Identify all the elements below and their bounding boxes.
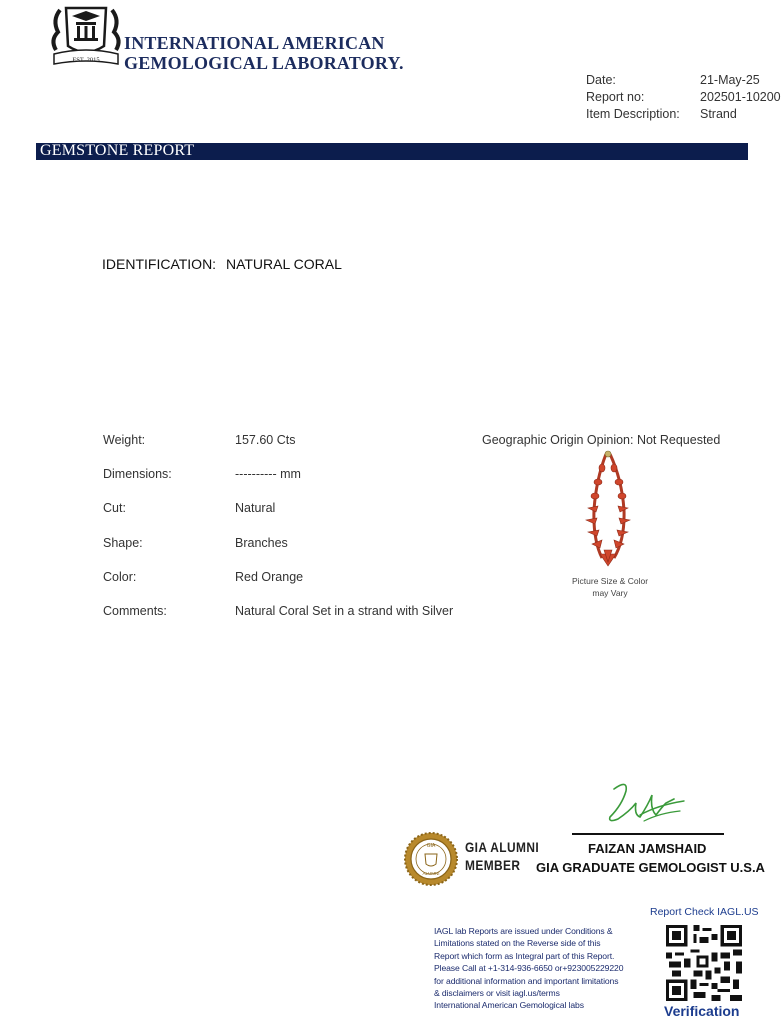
report-title-bar bbox=[36, 143, 748, 160]
disclaimer-line: IAGL lab Reports are issued under Conditions & bbox=[434, 926, 613, 936]
org-name-line-1: INTERNATIONAL AMERICAN bbox=[124, 33, 385, 53]
picture-note-line-1: Picture Size & Color bbox=[571, 576, 649, 586]
identification-label: IDENTIFICATION: bbox=[102, 256, 217, 272]
gia-seal-top-text: GIA bbox=[426, 843, 436, 849]
verification-label: Verification bbox=[664, 1003, 740, 1019]
logo-est-text: EST. 2015 bbox=[72, 56, 100, 64]
signer-name: FAIZAN JAMSHAID bbox=[588, 841, 707, 856]
date-label: Date: bbox=[586, 73, 616, 87]
date-value: 21-May-25 bbox=[700, 73, 760, 87]
item-description-label: Item Description: bbox=[586, 107, 680, 121]
report-title: GEMSTONE REPORT bbox=[40, 142, 195, 159]
color-label: Color: bbox=[103, 570, 137, 584]
report-disclaimer bbox=[434, 925, 656, 1012]
org-name-line-2: GEMOLOGICAL LABORATORY. bbox=[124, 53, 404, 73]
cut-value: Natural bbox=[235, 501, 276, 515]
verification-qr-code[interactable] bbox=[666, 925, 742, 1001]
dimensions-label: Dimensions: bbox=[103, 467, 172, 481]
weight-label: Weight: bbox=[103, 433, 146, 447]
signature-line bbox=[572, 833, 724, 835]
gia-member-label: MEMBER bbox=[465, 857, 521, 873]
disclaimer-line: Limitations stated on the Reverse side of this bbox=[434, 938, 601, 949]
signer-title: GIA GRADUATE GEMOLOGIST U.S.A bbox=[536, 860, 765, 875]
comments-label: Comments: bbox=[103, 604, 167, 618]
comments-value: Natural Coral Set in a strand with Silver bbox=[235, 604, 454, 618]
item-description-value: Strand bbox=[700, 107, 737, 121]
picture-note-line-2: may Vary bbox=[592, 588, 628, 598]
coral-strand-photo bbox=[580, 450, 636, 570]
gia-alumni-label: GIA ALUMNI bbox=[465, 839, 540, 855]
geographic-origin-opinion: Geographic Origin Opinion: Not Requested bbox=[482, 433, 721, 447]
gia-seal-bottom-text: ALUMNI bbox=[422, 871, 440, 876]
identification bbox=[102, 256, 348, 272]
lab-logo-emblem bbox=[46, 2, 126, 70]
weight-value: 157.60 Cts bbox=[235, 433, 296, 447]
disclaimer-line: Report which form as Integral part of this Report. bbox=[434, 950, 615, 961]
identification-value: NATURAL CORAL bbox=[225, 256, 342, 272]
disclaimer-line: & disclaimers or visit iagl.us/terms bbox=[434, 988, 560, 999]
color-value: Red Orange bbox=[235, 570, 304, 584]
handwritten-signature bbox=[600, 775, 690, 830]
gia-alumni-seal-icon bbox=[404, 832, 458, 886]
dimensions-value: ---------- mm bbox=[235, 467, 301, 481]
picture-disclaimer bbox=[560, 575, 660, 599]
report-check-link[interactable]: Report Check IAGL.US bbox=[650, 906, 759, 918]
cut-label: Cut: bbox=[103, 501, 126, 515]
disclaimer-line: International American Gemological labs bbox=[434, 1000, 584, 1011]
disclaimer-line: Please Call at +1-314-936-6650 or+923005229220 bbox=[434, 963, 624, 974]
shape-label: Shape: bbox=[103, 536, 143, 550]
shape-value: Branches bbox=[235, 536, 288, 550]
report-no-value: 202501-10200 bbox=[700, 90, 781, 104]
disclaimer-line: for additional information and important limitations bbox=[434, 975, 619, 986]
report-no-label: Report no: bbox=[586, 90, 645, 104]
